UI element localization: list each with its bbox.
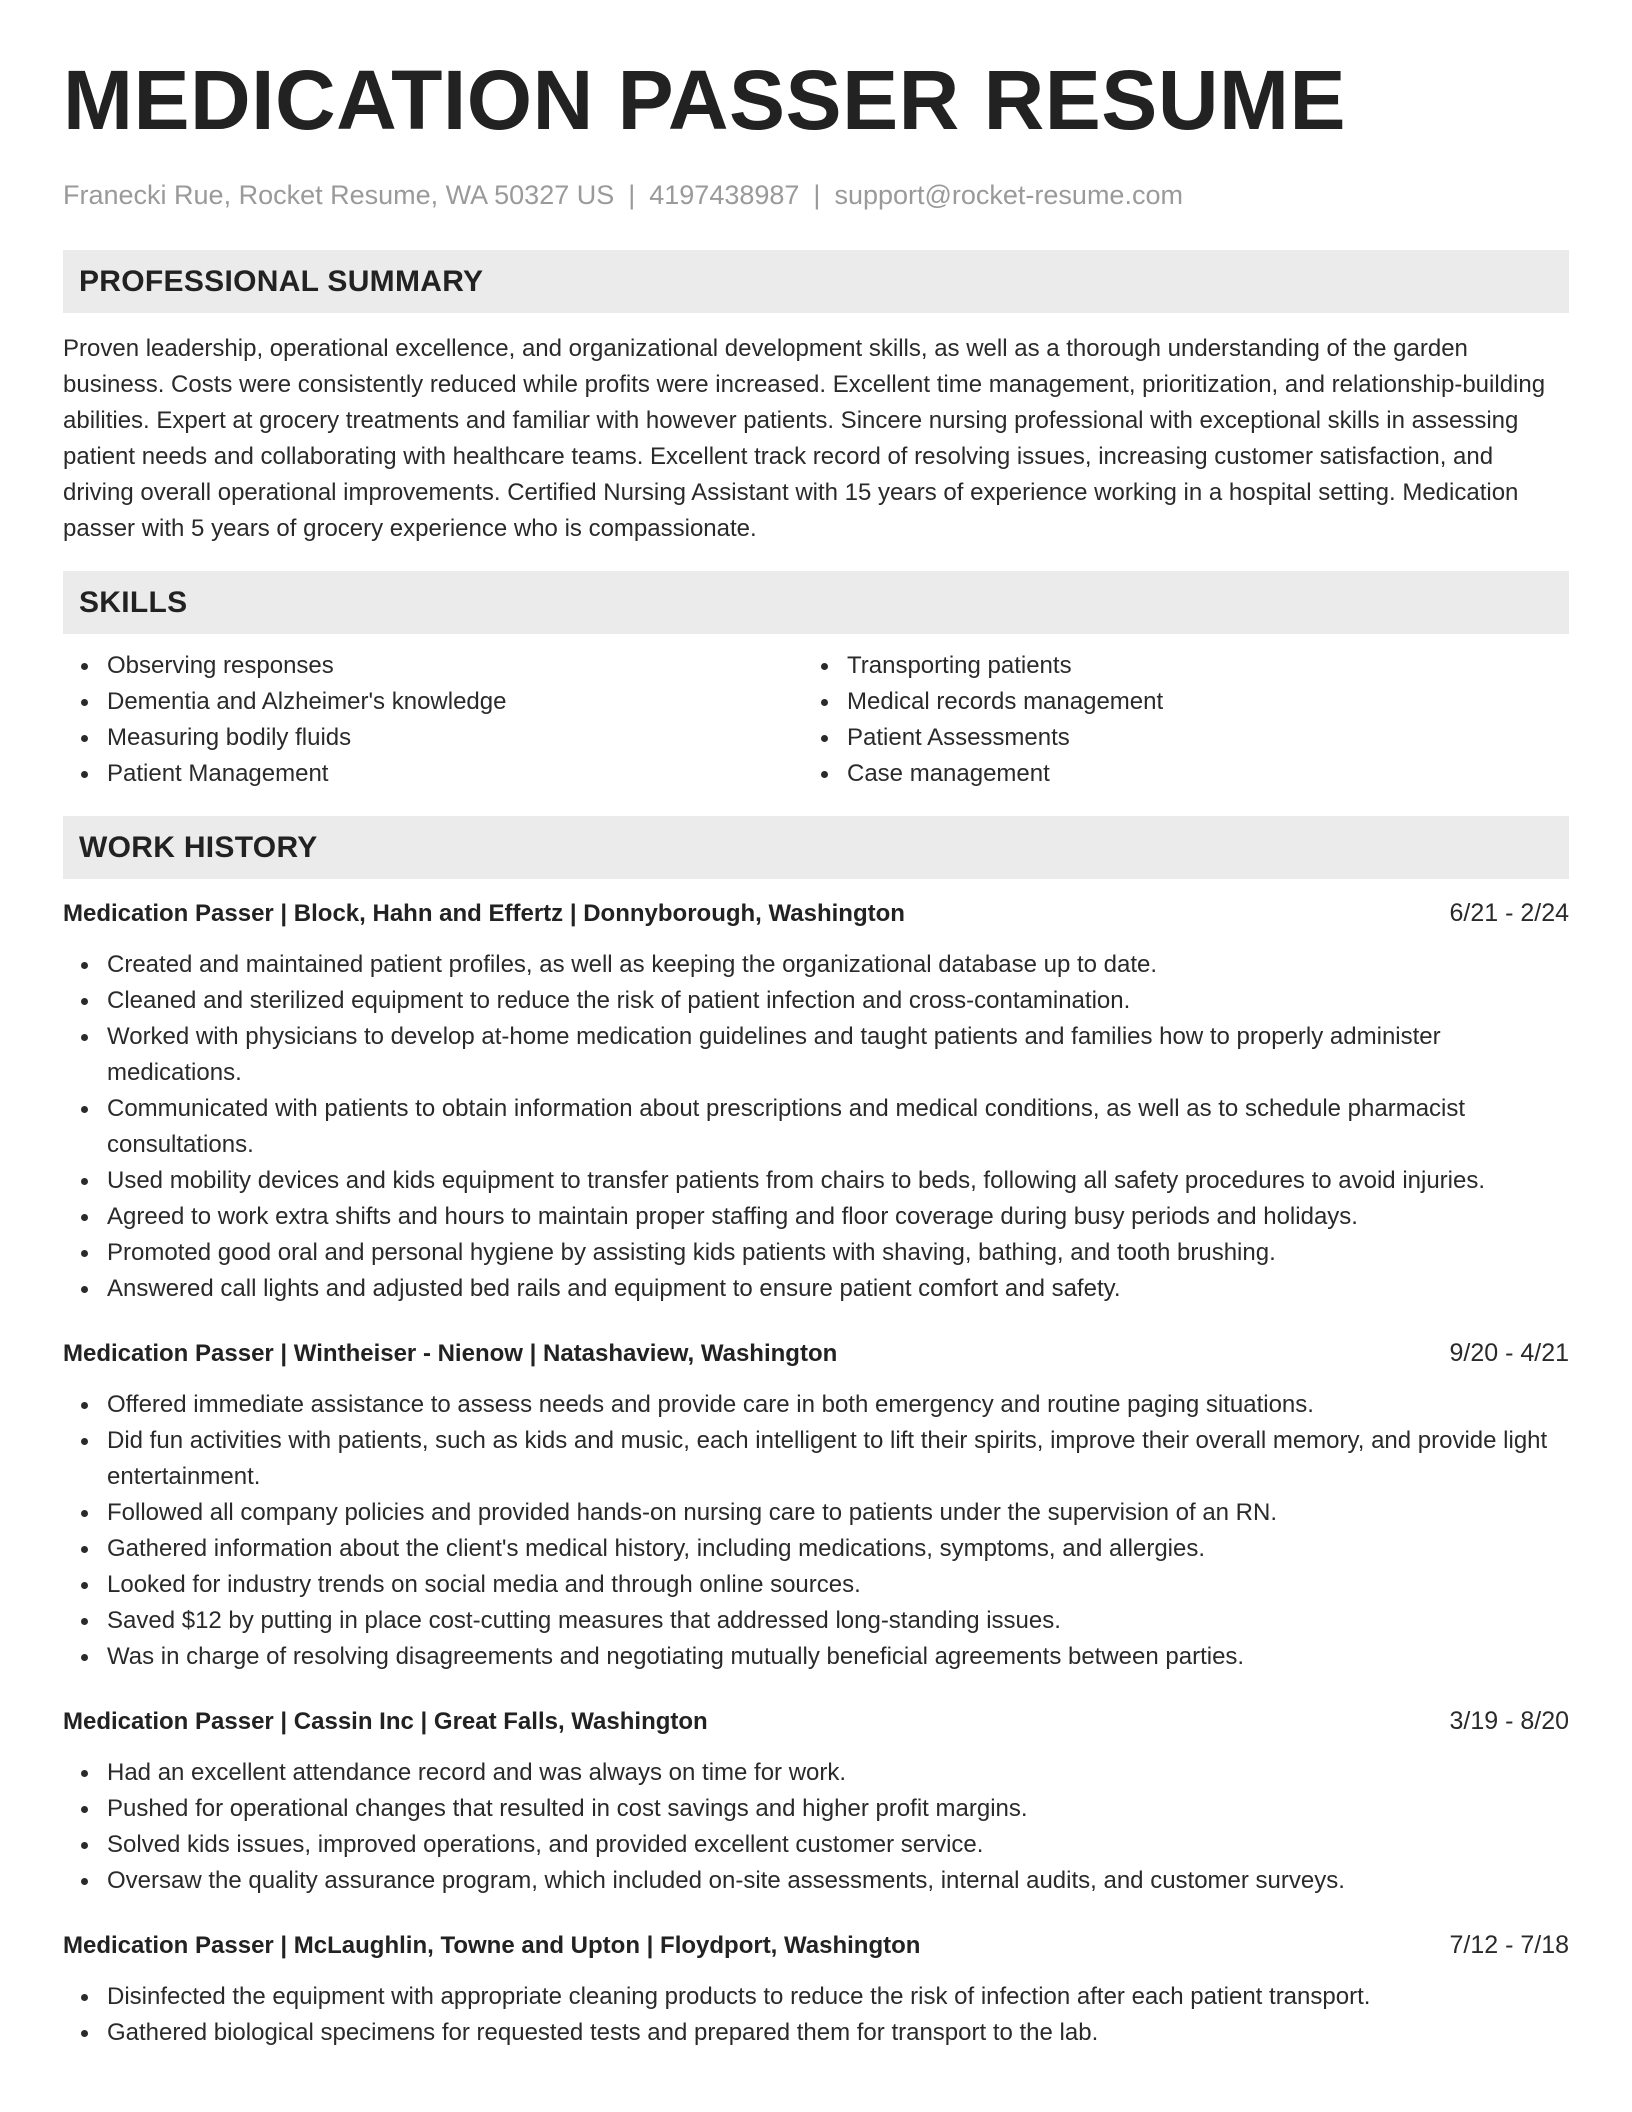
job-bullet: Answered call lights and adjusted bed rails and equipment to ensure patient comfort and safety. <box>63 1271 1569 1307</box>
section-header-work-history: WORK HISTORY <box>63 816 1569 879</box>
job-bullet: Cleaned and sterilized equipment to reduce the risk of patient infection and cross-contamination. <box>63 983 1569 1019</box>
skill-item: Observing responses <box>63 648 803 684</box>
job-entry <box>63 1333 1569 1675</box>
contact-separator: | <box>628 180 636 210</box>
skill-item: Case management <box>803 756 1543 792</box>
summary-paragraph: Proven leadership, operational excellence, and organizational development skills, as well as a thorough understanding of the garden business. Costs were consistently reduced while profits were increased. Excellent time management, prioritization, and relationship-building abilities. Expert at grocery treatments and familiar with however patients. Sincere nursing professional with exceptional skills in assessing patient needs and collaborating with healthcare teams. Excellent track record of resolving issues, increasing customer satisfaction, and driving overall operational improvements. Certified Nursing Assistant with 15 years of experience working in a hospital setting. Medication passer with 5 years of grocery experience who is compassionate. <box>63 335 1546 542</box>
job-bullet: Was in charge of resolving disagreements and negotiating mutually beneficial agreements between parties. <box>63 1639 1569 1675</box>
job-bullet: Gathered information about the client's medical history, including medications, symptoms, and allergies. <box>63 1531 1569 1567</box>
job-bullet: Solved kids issues, improved operations, and provided excellent customer service. <box>63 1827 1569 1863</box>
job-title: Medication Passer | McLaughlin, Towne and Upton | Floydport, Washington <box>63 1932 921 1959</box>
job-bullet: Agreed to work extra shifts and hours to maintain proper staffing and floor coverage during busy periods and holidays. <box>63 1199 1569 1235</box>
skill-item: Transporting patients <box>803 648 1543 684</box>
job-header <box>63 1925 1569 1965</box>
job-title: Medication Passer | Wintheiser - Nienow | Natashaview, Washington <box>63 1340 838 1367</box>
job-bullet: Oversaw the quality assurance program, which included on-site assessments, internal audits, and customer surveys. <box>63 1863 1569 1899</box>
skill-item: Dementia and Alzheimer's knowledge <box>63 684 803 720</box>
job-dates: 9/20 - 4/21 <box>1449 1339 1569 1367</box>
job-bullet: Disinfected the equipment with appropriate cleaning products to reduce the risk of infection after each patient transport. <box>63 1979 1569 2015</box>
job-title: Medication Passer | Block, Hahn and Effertz | Donnyborough, Washington <box>63 900 905 927</box>
job-dates: 6/21 - 2/24 <box>1449 899 1569 927</box>
skill-item: Patient Assessments <box>803 720 1543 756</box>
job-dates: 3/19 - 8/20 <box>1449 1707 1569 1735</box>
job-bullet: Pushed for operational changes that resulted in cost savings and higher profit margins. <box>63 1791 1569 1827</box>
job-bullet: Had an excellent attendance record and was always on time for work. <box>63 1755 1569 1791</box>
job-bullet: Worked with physicians to develop at-home medication guidelines and taught patients and families how to properly administer medications. <box>63 1019 1569 1091</box>
job-header <box>63 1701 1569 1741</box>
skills-column-left <box>63 648 803 792</box>
skills-column-right <box>803 648 1543 792</box>
job-entry <box>63 1701 1569 1899</box>
section-header-skills: SKILLS <box>63 571 1569 634</box>
job-bullet: Gathered biological specimens for requested tests and prepared them for transport to the lab. <box>63 2015 1569 2051</box>
job-bullet: Promoted good oral and personal hygiene by assisting kids patients with shaving, bathing, and tooth brushing. <box>63 1235 1569 1271</box>
job-bullet: Saved $12 by putting in place cost-cutting measures that addressed long-standing issues. <box>63 1603 1569 1639</box>
skill-item: Medical records management <box>803 684 1543 720</box>
skill-item: Measuring bodily fluids <box>63 720 803 756</box>
job-bullet: Offered immediate assistance to assess needs and provide care in both emergency and routine paging situations. <box>63 1387 1569 1423</box>
skills-list <box>63 648 1569 792</box>
job-bullet: Followed all company policies and provided hands-on nursing care to patients under the supervision of an RN. <box>63 1495 1569 1531</box>
skill-item: Patient Management <box>63 756 803 792</box>
job-entry <box>63 1925 1569 2051</box>
contact-address: Franecki Rue, Rocket Resume, WA 50327 US <box>63 180 615 210</box>
job-dates: 7/12 - 7/18 <box>1449 1931 1569 1959</box>
job-header <box>63 1333 1569 1373</box>
section-header-summary: PROFESSIONAL SUMMARY <box>63 250 1569 313</box>
contact-email: support@rocket-resume.com <box>834 180 1183 210</box>
job-bullets <box>63 1755 1569 1899</box>
job-bullet: Communicated with patients to obtain information about prescriptions and medical conditions, as well as to schedule pharmacist consultations. <box>63 1091 1569 1163</box>
contact-phone: 4197438987 <box>649 180 800 210</box>
resume-title: MEDICATION PASSER RESUME <box>63 53 1346 147</box>
job-title: Medication Passer | Cassin Inc | Great Falls, Washington <box>63 1708 708 1735</box>
contact-separator: | <box>813 180 821 210</box>
job-bullet: Looked for industry trends on social media and through online sources. <box>63 1567 1569 1603</box>
job-bullets <box>63 1979 1569 2051</box>
contact-line <box>63 178 1569 212</box>
job-bullet: Created and maintained patient profiles, as well as keeping the organizational database up to date. <box>63 947 1569 983</box>
job-bullets <box>63 1387 1569 1675</box>
job-entry <box>63 893 1569 1307</box>
job-bullets <box>63 947 1569 1307</box>
job-bullet: Did fun activities with patients, such as kids and music, each intelligent to lift their spirits, improve their overall memory, and provide light entertainment. <box>63 1423 1569 1495</box>
job-header <box>63 893 1569 933</box>
job-bullet: Used mobility devices and kids equipment to transfer patients from chairs to beds, following all safety procedures to avoid injuries. <box>63 1163 1569 1199</box>
